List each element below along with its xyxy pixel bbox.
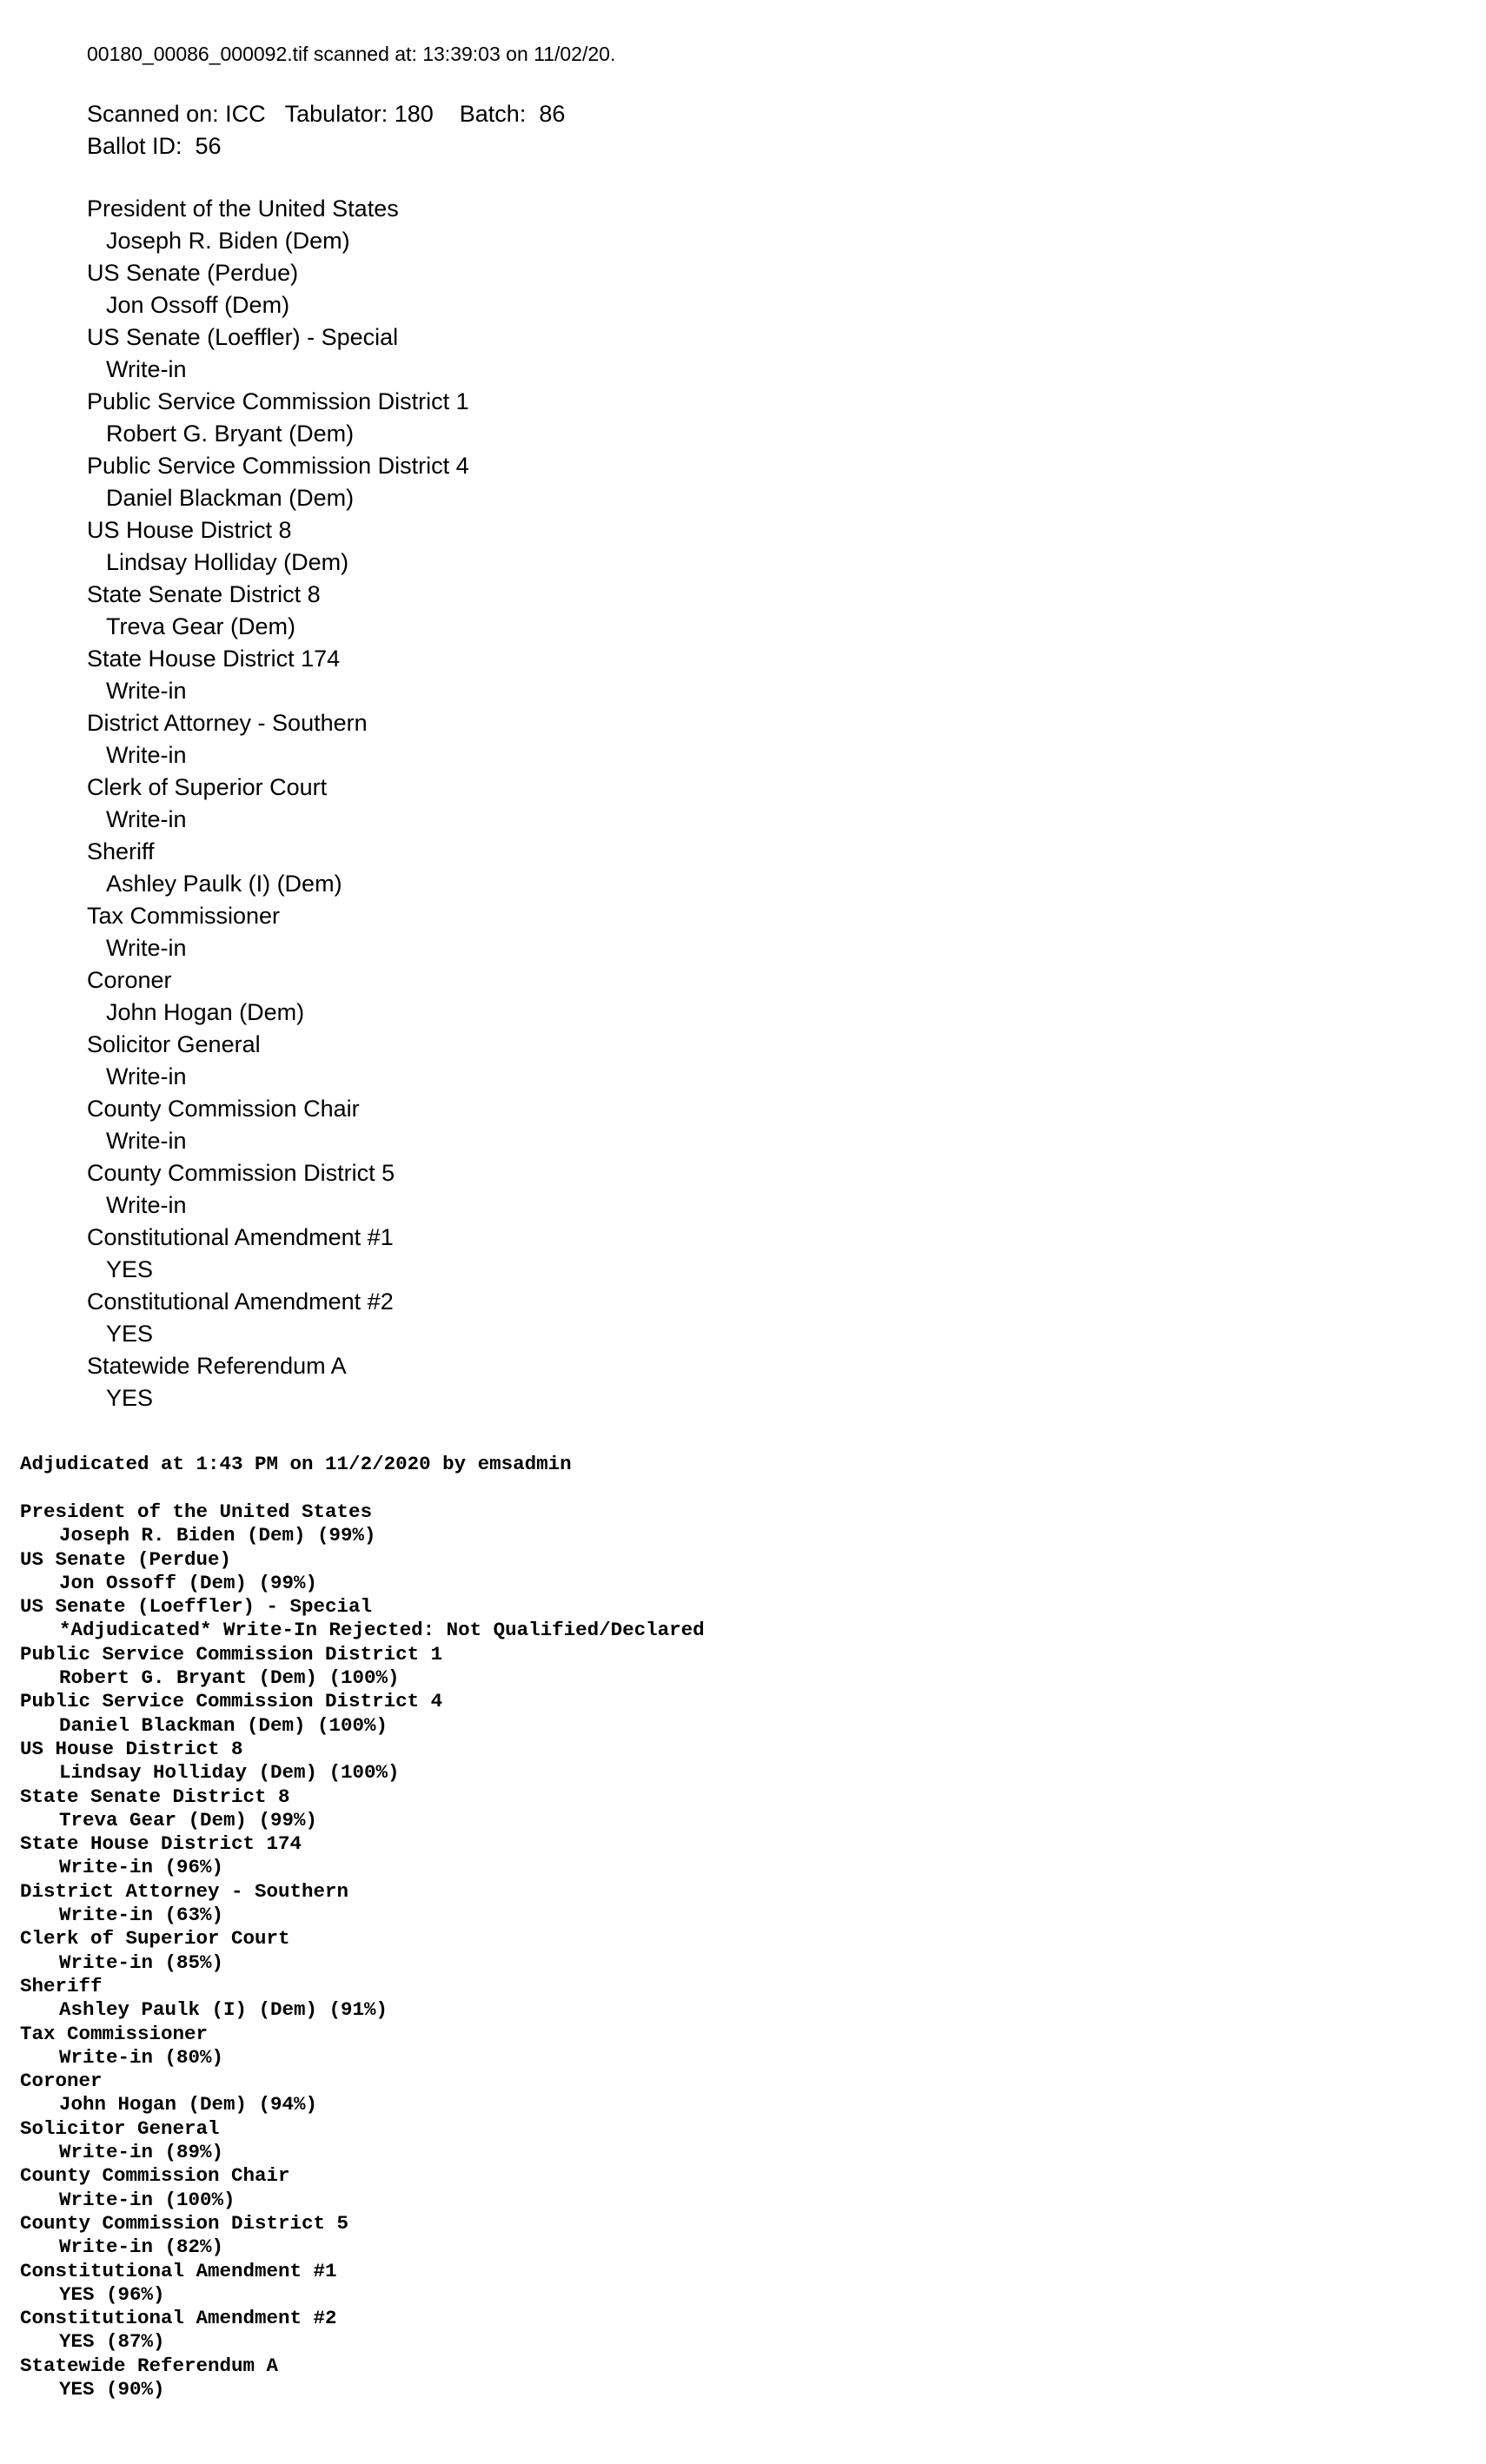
race-entry <box>87 643 469 707</box>
adjudicated-race-entry <box>20 1975 705 2023</box>
adjudicated-race-entry <box>20 1880 705 1928</box>
adjudicated-races-list <box>20 1500 705 2401</box>
race-title: Coroner <box>87 967 172 993</box>
race-choice: Joseph R. Biden (Dem) <box>106 228 350 254</box>
scan-meta-ballot-id: Ballot ID: 56 <box>87 133 222 159</box>
adjudicated-race-title: County Commission Chair <box>20 2164 290 2188</box>
race-choice: Lindsay Holliday (Dem) <box>106 549 349 575</box>
adjudicated-race-title: Statewide Referendum A <box>20 2354 279 2377</box>
race-entry <box>87 257 469 321</box>
race-entry <box>87 1029 469 1093</box>
race-choice: Write-in <box>106 1063 187 1090</box>
adjudicated-race-entry <box>20 1785 705 1833</box>
adjudicated-race-choice: YES (90%) <box>59 2377 165 2401</box>
race-entry <box>87 1222 469 1286</box>
race-choice: Jon Ossoff (Dem) <box>106 292 290 318</box>
adjudicated-race-title: Public Service Commission District 1 <box>20 1642 443 1666</box>
adjudicated-race-entry <box>20 2212 705 2260</box>
race-choice: Write-in <box>106 678 187 704</box>
race-choice: John Hogan (Dem) <box>106 999 305 1025</box>
race-title: Public Service Commission District 1 <box>87 388 469 414</box>
adjudicated-race-entry <box>20 1738 705 1785</box>
race-title: Statewide Referendum A <box>87 1353 347 1379</box>
race-entry <box>87 772 469 836</box>
adjudicated-race-entry <box>20 2307 705 2355</box>
adjudicated-race-choice: Robert G. Bryant (Dem) (100%) <box>59 1666 400 1690</box>
race-choice: Write-in <box>106 1192 187 1218</box>
adjudicated-race-entry <box>20 2355 705 2402</box>
race-title: State Senate District 8 <box>87 581 321 607</box>
adjudicated-race-choice: Write-in (89%) <box>59 2141 224 2164</box>
adjudicated-race-choice: YES (87%) <box>59 2330 165 2354</box>
race-choice: Treva Gear (Dem) <box>106 613 296 639</box>
race-title: District Attorney - Southern <box>87 710 368 736</box>
adjudicated-race-title: Public Service Commission District 4 <box>20 1690 443 1713</box>
race-title: Constitutional Amendment #1 <box>87 1224 394 1250</box>
race-choice: Write-in <box>106 742 187 768</box>
adjudicated-race-title: Constitutional Amendment #1 <box>20 2259 337 2282</box>
race-entry <box>87 386 469 450</box>
race-entry <box>87 450 469 514</box>
adjudicated-race-entry <box>20 1927 705 1975</box>
adjudicated-race-choice: Write-in (100%) <box>59 2188 236 2211</box>
race-title: Public Service Commission District 4 <box>87 453 469 479</box>
adjudicated-race-title: Tax Commissioner <box>20 2022 209 2045</box>
race-choice: YES <box>106 1385 154 1411</box>
adjudicated-race-title: US House District 8 <box>20 1737 243 1760</box>
race-choice: Write-in <box>106 1128 187 1154</box>
scan-meta-tabulator-batch: Scanned on: ICC Tabulator: 180 Batch: 86 <box>87 101 566 127</box>
race-title: Solicitor General <box>87 1031 261 1057</box>
scan-header-line: 00180_00086_000092.tif scanned at: 13:39:03 on 11/02/20. <box>87 43 616 65</box>
adjudicated-race-choice: Ashley Paulk (I) (Dem) (91%) <box>59 1998 388 2022</box>
race-title: US Senate (Perdue) <box>87 260 299 286</box>
race-choice: Write-in <box>106 806 187 832</box>
race-title: County Commission District 5 <box>87 1160 395 1186</box>
race-entry <box>87 900 469 964</box>
adjudicated-race-choice: Write-in (80%) <box>59 2045 224 2069</box>
race-title: County Commission Chair <box>87 1096 360 1122</box>
race-entry <box>87 836 469 900</box>
adjudicated-race-entry <box>20 2070 705 2117</box>
adjudicated-race-title: Sheriff <box>20 1974 103 1997</box>
adjudicated-race-choice: Write-in (85%) <box>59 1951 224 1974</box>
race-entry <box>87 964 469 1029</box>
adjudicated-race-title: President of the United States <box>20 1500 373 1523</box>
race-title: Constitutional Amendment #2 <box>87 1288 394 1315</box>
race-entry <box>87 707 469 772</box>
race-title: US House District 8 <box>87 517 292 543</box>
race-entry <box>87 321 469 386</box>
race-entry <box>87 579 469 643</box>
race-entry <box>87 1286 469 1350</box>
adjudicated-race-choice: *Adjudicated* Write-In Rejected: Not Qualified/Declared <box>59 1619 705 1642</box>
race-choice: Ashley Paulk (I) (Dem) <box>106 871 342 897</box>
adjudicated-race-choice: Daniel Blackman (Dem) (100%) <box>59 1713 388 1737</box>
adjudicated-race-choice: Write-in (96%) <box>59 1856 224 1879</box>
adjudicated-race-entry <box>20 1500 705 1548</box>
adjudicated-race-choice: YES (96%) <box>59 2282 165 2306</box>
race-choice: Write-in <box>106 935 187 961</box>
race-entry <box>87 193 469 257</box>
adjudicated-race-entry <box>20 2117 705 2165</box>
adjudicated-race-title: Constitutional Amendment #2 <box>20 2307 337 2330</box>
adjudicated-race-title: District Attorney - Southern <box>20 1879 349 1903</box>
race-entry <box>87 1093 469 1157</box>
adjudicated-race-entry <box>20 1643 705 1691</box>
adjudicated-race-choice: Joseph R. Biden (Dem) (99%) <box>59 1524 376 1547</box>
adjudicated-race-entry <box>20 2023 705 2070</box>
adjudicated-race-entry <box>20 2260 705 2308</box>
adjudicated-race-title: Solicitor General <box>20 2116 220 2140</box>
race-title: President of the United States <box>87 195 399 222</box>
adjudicated-race-entry <box>20 1595 705 1643</box>
race-title: Sheriff <box>87 838 155 864</box>
scanned-races-list <box>87 193 469 1414</box>
race-title: Clerk of Superior Court <box>87 774 328 800</box>
adjudicated-race-entry <box>20 1548 705 1596</box>
race-title: Tax Commissioner <box>87 903 281 929</box>
race-entry <box>87 1350 469 1414</box>
adjudicated-race-choice: Lindsay Holliday (Dem) (100%) <box>59 1761 400 1785</box>
adjudicated-race-title: US Senate (Loeffler) - Special <box>20 1595 373 1619</box>
adjudication-section <box>20 1453 705 2401</box>
adjudicated-race-entry <box>20 1832 705 1880</box>
adjudicated-race-title: Clerk of Superior Court <box>20 1927 290 1951</box>
race-choice: YES <box>106 1256 154 1282</box>
adjudicated-race-choice: John Hogan (Dem) (94%) <box>59 2093 318 2116</box>
race-choice: Write-in <box>106 356 187 382</box>
adjudicated-race-title: State Senate District 8 <box>20 1785 290 1808</box>
adjudicated-race-choice: Treva Gear (Dem) (99%) <box>59 1808 318 1831</box>
race-choice: Daniel Blackman (Dem) <box>106 485 355 511</box>
adjudicated-race-choice: Write-in (63%) <box>59 1904 224 1927</box>
adjudicated-race-entry <box>20 1690 705 1738</box>
adjudicated-race-title: Coroner <box>20 2070 103 2093</box>
adjudicated-race-title: State House District 174 <box>20 1832 302 1856</box>
adjudicated-race-choice: Jon Ossoff (Dem) (99%) <box>59 1571 318 1594</box>
race-choice: YES <box>106 1321 154 1347</box>
adjudicated-race-choice: Write-in (82%) <box>59 2235 224 2259</box>
scan-meta <box>87 98 565 162</box>
adjudicated-race-title: US Senate (Perdue) <box>20 1547 232 1571</box>
adjudicated-race-title: County Commission District 5 <box>20 2211 349 2235</box>
adjudicated-race-entry <box>20 2164 705 2212</box>
adjudication-header: Adjudicated at 1:43 PM on 11/2/2020 by emsadmin <box>20 1453 572 1475</box>
race-choice: Robert G. Bryant (Dem) <box>106 421 355 447</box>
race-entry <box>87 1157 469 1222</box>
race-title: US Senate (Loeffler) - Special <box>87 324 399 350</box>
race-entry <box>87 514 469 579</box>
race-title: State House District 174 <box>87 646 341 672</box>
